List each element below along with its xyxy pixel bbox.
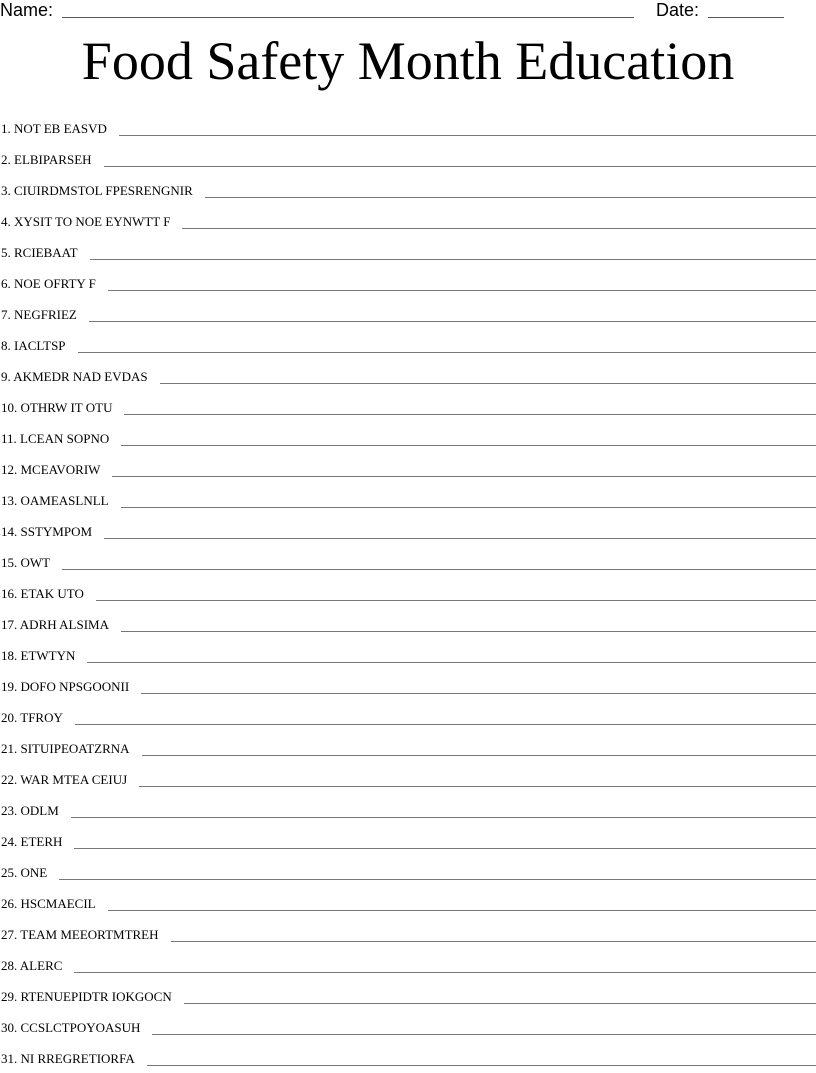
list-item <box>0 1042 816 1073</box>
item-number: 24. <box>1 834 18 849</box>
answer-field[interactable] <box>71 816 816 818</box>
scrambled-word: ADRH ALSIMA <box>19 617 110 632</box>
scramble-text <box>0 338 66 360</box>
name-label: Name: <box>0 0 54 20</box>
item-number: 25. <box>1 865 18 880</box>
list-item <box>0 701 816 732</box>
scramble-text <box>0 772 127 794</box>
date-field[interactable] <box>708 17 784 18</box>
answer-field[interactable] <box>124 413 816 415</box>
list-item <box>0 360 816 391</box>
scramble-text <box>0 803 59 825</box>
answer-field[interactable] <box>119 134 816 136</box>
scrambled-word: CIUIRDMSTOL FPESRENGNIR <box>14 183 193 198</box>
list-item <box>0 732 816 763</box>
item-number: 27. <box>1 927 18 942</box>
scramble-text <box>0 462 100 484</box>
list-item <box>0 267 816 298</box>
item-number: 26. <box>1 896 18 911</box>
item-number: 10. <box>1 400 18 415</box>
item-number: 29. <box>1 989 18 1004</box>
scrambled-word: OTHRW IT OTU <box>20 400 113 415</box>
scrambled-word: ETAK UTO <box>20 586 84 601</box>
scramble-text <box>0 245 78 267</box>
list-item <box>0 794 816 825</box>
scramble-text <box>0 152 92 174</box>
item-number: 11. <box>1 431 17 446</box>
scrambled-word: NEGFRIEZ <box>14 307 77 322</box>
item-number: 2. <box>1 152 11 167</box>
list-item <box>0 949 816 980</box>
list-item <box>0 918 816 949</box>
scrambled-word: HSCMAECIL <box>20 896 96 911</box>
header <box>0 0 816 24</box>
scramble-text <box>0 741 130 763</box>
answer-field[interactable] <box>112 475 816 477</box>
item-number: 16. <box>1 586 18 601</box>
item-number: 6. <box>1 276 11 291</box>
answer-field[interactable] <box>121 444 816 446</box>
list-item <box>0 515 816 546</box>
scrambled-word: RCIEBAAT <box>14 245 78 260</box>
item-number: 4. <box>1 214 11 229</box>
answer-field[interactable] <box>74 847 816 849</box>
item-number: 7. <box>1 307 11 322</box>
scrambled-word: SSTYMPOM <box>20 524 93 539</box>
scramble-text <box>0 710 63 732</box>
scrambled-word: ONE <box>20 865 48 880</box>
date-label: Date: <box>656 0 700 20</box>
list-item <box>0 174 816 205</box>
answer-field[interactable] <box>142 754 816 756</box>
scrambled-word: TFROY <box>20 710 63 725</box>
scrambled-word: IACLTSP <box>14 338 66 353</box>
scrambled-word: ETWTYN <box>20 648 76 663</box>
scramble-text <box>0 865 47 887</box>
answer-field[interactable] <box>87 661 816 663</box>
item-number: 9. <box>1 369 11 384</box>
list-item <box>0 577 816 608</box>
item-number: 17. <box>1 617 18 632</box>
answer-field[interactable] <box>182 227 816 229</box>
item-number: 1. <box>1 121 11 136</box>
item-number: 8. <box>1 338 11 353</box>
answer-field[interactable] <box>121 630 816 632</box>
answer-field[interactable] <box>74 971 816 973</box>
scramble-text <box>0 493 109 515</box>
answer-field[interactable] <box>160 382 816 384</box>
answer-field[interactable] <box>90 258 816 260</box>
list-item <box>0 608 816 639</box>
scramble-text <box>0 834 62 856</box>
scramble-text <box>0 555 50 577</box>
scrambled-word: MCEAVORIW <box>20 462 101 477</box>
scramble-text <box>0 1051 135 1073</box>
answer-field[interactable] <box>75 723 816 725</box>
scramble-text <box>0 958 62 980</box>
scrambled-word: LCEAN SOPNO <box>20 431 110 446</box>
answer-field[interactable] <box>108 289 816 291</box>
list-item <box>0 205 816 236</box>
page-title: Food Safety Month Education <box>81 31 735 91</box>
scrambled-word: SITUIPEOATZRNA <box>20 741 130 756</box>
answer-field[interactable] <box>139 785 816 787</box>
scramble-text <box>0 586 84 608</box>
answer-field[interactable] <box>108 909 816 911</box>
list-item <box>0 1011 816 1042</box>
list-item <box>0 143 816 174</box>
list-item <box>0 980 816 1011</box>
list-item <box>0 236 816 267</box>
list-item <box>0 856 816 887</box>
item-number: 12. <box>1 462 18 477</box>
answer-field[interactable] <box>104 165 816 167</box>
scrambled-word: NI RREGRETIORFA <box>20 1051 135 1066</box>
item-number: 14. <box>1 524 18 539</box>
list-item <box>0 546 816 577</box>
answer-field[interactable] <box>59 878 816 880</box>
scramble-text <box>0 121 107 143</box>
item-number: 3. <box>1 183 11 198</box>
scrambled-word: ELBIPARSEH <box>14 152 92 167</box>
list-item <box>0 763 816 794</box>
scrambled-word: NOE OFRTY F <box>14 276 96 291</box>
list-item <box>0 298 816 329</box>
scramble-text <box>0 369 148 391</box>
answer-field[interactable] <box>96 599 816 601</box>
scramble-text <box>0 307 77 329</box>
answer-field[interactable] <box>121 506 816 508</box>
list-item <box>0 391 816 422</box>
list-item <box>0 453 816 484</box>
answer-field[interactable] <box>171 940 816 942</box>
scrambled-word: NOT EB EASVD <box>14 121 107 136</box>
answer-field[interactable] <box>78 351 816 353</box>
item-number: 13. <box>1 493 18 508</box>
list-item <box>0 670 816 701</box>
answer-field[interactable] <box>104 537 816 539</box>
scrambled-word: OWT <box>20 555 51 570</box>
list-item <box>0 112 816 143</box>
item-number: 21. <box>1 741 18 756</box>
scrambled-word: RTENUEPIDTR IOKGOCN <box>20 989 172 1004</box>
scramble-text <box>0 276 96 298</box>
scramble-text <box>0 400 112 422</box>
answer-field[interactable] <box>205 196 816 198</box>
answer-field[interactable] <box>152 1033 816 1035</box>
item-number: 18. <box>1 648 18 663</box>
scramble-text <box>0 1020 140 1042</box>
scrambled-word: ODLM <box>20 803 59 818</box>
scrambled-word: CCSLCTPOYOASUH <box>20 1020 141 1035</box>
scramble-text <box>0 214 170 236</box>
scrambled-word: XYSIT TO NOE EYNWTT F <box>14 214 171 229</box>
item-number: 28. <box>1 958 18 973</box>
scrambled-word: DOFO NPSGOONII <box>20 679 130 694</box>
item-number: 15. <box>1 555 18 570</box>
scrambled-word: ETERH <box>20 834 63 849</box>
list-item <box>0 484 816 515</box>
scrambled-word: AKMEDR NAD EVDAS <box>13 369 148 384</box>
list-item <box>0 825 816 856</box>
item-number: 19. <box>1 679 18 694</box>
item-number: 5. <box>1 245 11 260</box>
answer-field[interactable] <box>89 320 816 322</box>
item-number: 22. <box>1 772 18 787</box>
answer-field[interactable] <box>62 568 816 570</box>
answer-field[interactable] <box>141 692 816 694</box>
answer-field[interactable] <box>184 1002 816 1004</box>
list-item <box>0 422 816 453</box>
name-field[interactable] <box>62 17 634 18</box>
scramble-text <box>0 524 92 546</box>
list-item <box>0 639 816 670</box>
item-number: 20. <box>1 710 18 725</box>
scramble-text <box>0 927 159 949</box>
item-number: 31. <box>1 1051 18 1066</box>
scramble-text <box>0 648 75 670</box>
scrambled-word: WAR MTEA CEIUJ <box>20 772 128 787</box>
scramble-text <box>0 679 129 701</box>
item-number: 23. <box>1 803 18 818</box>
item-number: 30. <box>1 1020 18 1035</box>
list-item <box>0 329 816 360</box>
list-item <box>0 887 816 918</box>
scrambled-word: ALERC <box>19 958 63 973</box>
scramble-text <box>0 896 96 918</box>
answer-field[interactable] <box>147 1064 816 1066</box>
scramble-list <box>0 112 816 1066</box>
scramble-text <box>0 617 109 639</box>
scrambled-word: TEAM MEEORTMTREH <box>20 927 159 942</box>
scramble-text <box>0 431 109 453</box>
scramble-text <box>0 989 172 1011</box>
scramble-text <box>0 183 193 205</box>
scrambled-word: OAMEASLNLL <box>20 493 109 508</box>
